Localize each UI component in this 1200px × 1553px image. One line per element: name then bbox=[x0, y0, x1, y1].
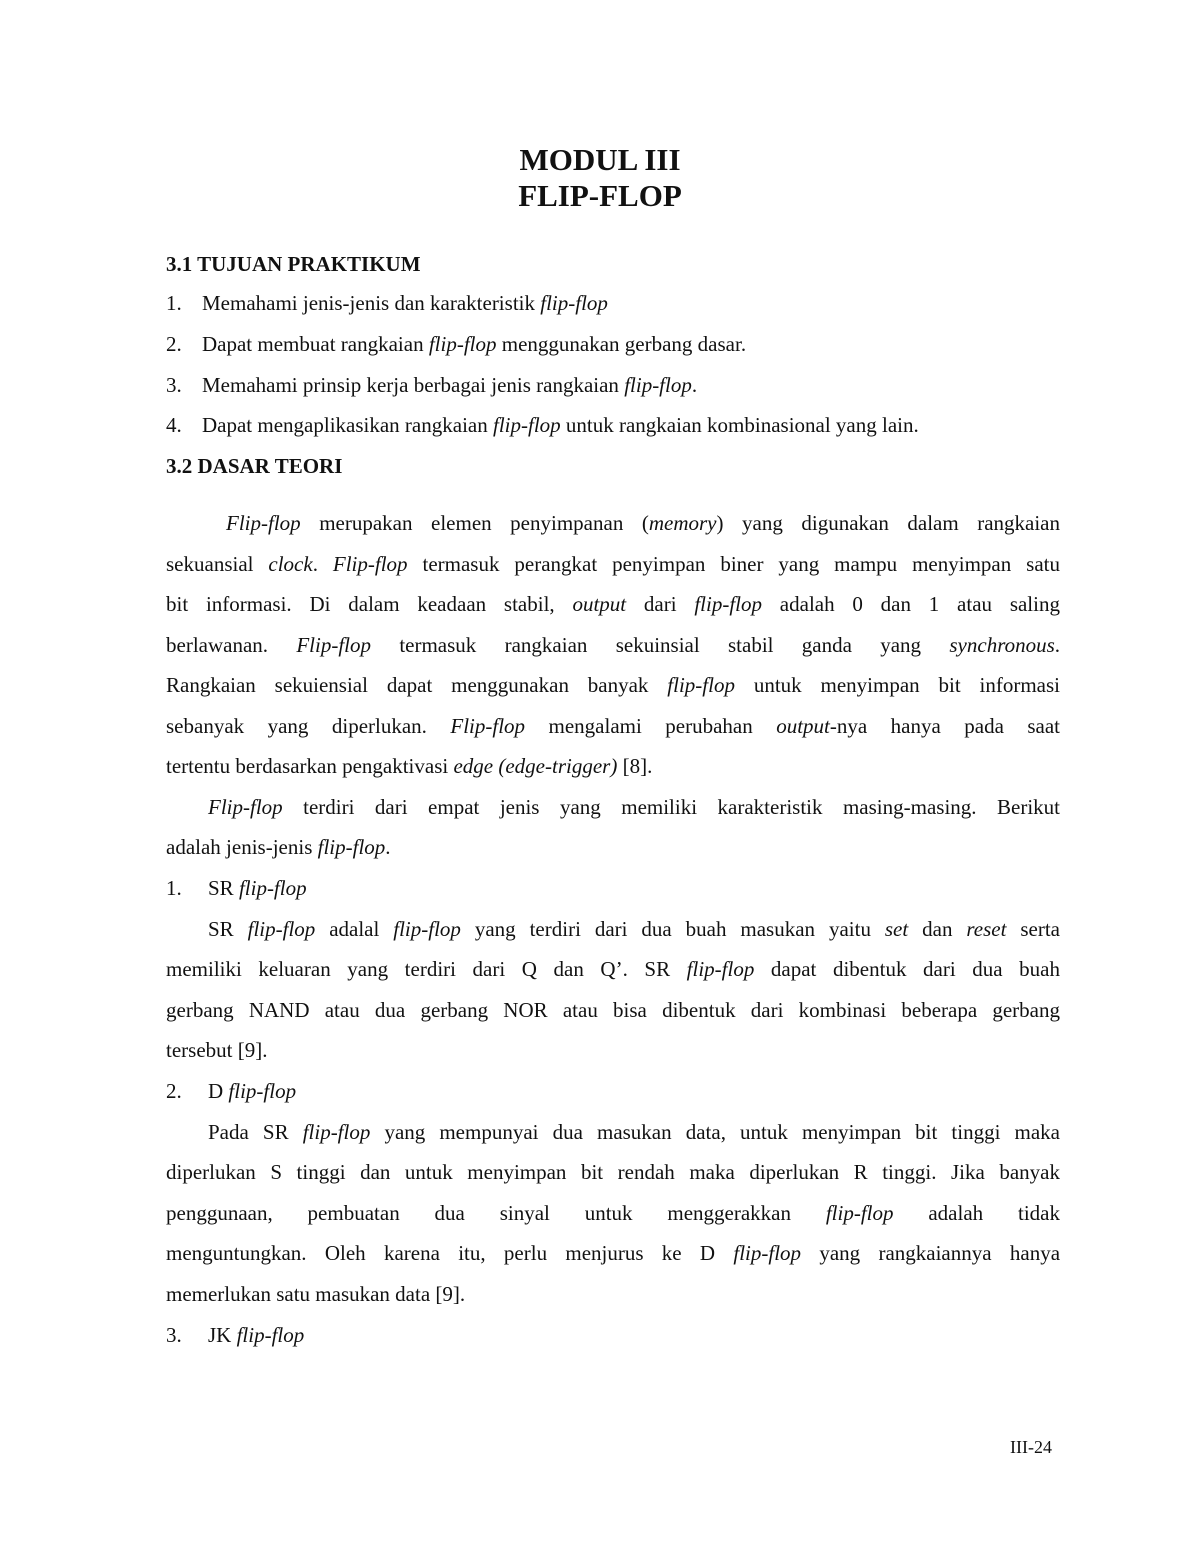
list-item bbox=[166, 412, 1060, 438]
italic-term: flip-flop bbox=[667, 673, 735, 697]
paragraph-line bbox=[166, 1200, 1060, 1226]
section-heading-dasar-teori: 3.2 DASAR TEORI bbox=[166, 454, 343, 478]
text-run: yang terdiri dari dua buah masukan yaitu bbox=[460, 917, 885, 941]
section-heading-tujuan: 3.1 TUJUAN PRAKTIKUM bbox=[166, 252, 421, 276]
text-run: berlawanan. bbox=[166, 633, 297, 657]
text-run: diperlukan S tinggi dan untuk menyimpan bit rendah maka diperlukan R tinggi. Jika banyak bbox=[166, 1160, 1060, 1184]
text-run: dan bbox=[908, 917, 967, 941]
paragraph-line bbox=[166, 956, 1060, 982]
paragraph-line bbox=[208, 916, 1060, 942]
list-text: Memahami jenis-jenis dan karakteristik bbox=[202, 291, 541, 315]
paragraph-line bbox=[166, 1037, 1060, 1063]
list-term: flip-flop bbox=[492, 413, 561, 437]
list-text: Dapat membuat rangkaian bbox=[202, 332, 429, 356]
text-run: tersebut [9]. bbox=[166, 1038, 268, 1062]
paragraph-line bbox=[226, 510, 1060, 536]
text-run: merupakan elemen penyimpanan ( bbox=[300, 511, 649, 535]
list-number: 3. bbox=[166, 373, 182, 397]
list-text-end: . bbox=[691, 373, 698, 397]
paragraph-line bbox=[166, 713, 1060, 739]
text-run: Rangkaian sekuiensial dapat menggunakan banyak bbox=[166, 673, 668, 697]
paragraph-line bbox=[166, 1240, 1060, 1266]
italic-term: clock bbox=[268, 552, 313, 576]
module-title: MODUL III bbox=[519, 142, 681, 177]
page-number: III-24 bbox=[1010, 1437, 1052, 1457]
text-run: untuk menyimpan bit informasi bbox=[734, 673, 1061, 697]
list-number: 3. bbox=[166, 1323, 182, 1347]
italic-term: flip-flop bbox=[694, 592, 763, 616]
list-term: flip-flop bbox=[540, 291, 608, 315]
italic-term: flip-flop bbox=[393, 917, 461, 941]
text-run: SR bbox=[208, 917, 248, 941]
text-run: [8]. bbox=[617, 754, 653, 778]
paragraph-line bbox=[166, 1281, 1060, 1307]
paragraph-line bbox=[166, 632, 1060, 658]
flipflop-type-item bbox=[166, 1078, 1060, 1104]
italic-term: flip-flop bbox=[247, 917, 316, 941]
text-run: . bbox=[1054, 633, 1061, 657]
paragraph-line bbox=[166, 1159, 1060, 1185]
text-run: yang mempunyai dua masukan data, untuk menyimpan bit tinggi maka bbox=[370, 1120, 1060, 1144]
italic-term: output bbox=[572, 592, 627, 616]
italic-term: synchronous bbox=[949, 633, 1055, 657]
list-number: 2. bbox=[166, 332, 182, 356]
text-run: penggunaan, pembuatan dua sinyal untuk menggerakkan bbox=[166, 1201, 826, 1225]
text-run: dapat dibentuk dari dua buah bbox=[754, 957, 1060, 981]
text-run: terdiri dari empat jenis yang memiliki karakteristik masing-masing. Berikut bbox=[282, 795, 1060, 819]
flipflop-type-item bbox=[166, 875, 1060, 901]
paragraph-line bbox=[166, 997, 1060, 1023]
text-run: . bbox=[385, 835, 391, 859]
italic-term: flip-flop bbox=[228, 1079, 297, 1103]
italic-term: flip-flop bbox=[238, 876, 307, 900]
italic-term: flip-flop bbox=[317, 835, 386, 859]
text-run: menguntungkan. Oleh karena itu, perlu menjurus ke D bbox=[166, 1241, 734, 1265]
italic-term: Flip-flop bbox=[226, 511, 301, 535]
italic-term: flip-flop bbox=[825, 1201, 894, 1225]
text-run: D bbox=[208, 1079, 229, 1103]
paragraph-line bbox=[166, 672, 1060, 698]
flipflop-type-item bbox=[166, 1322, 1060, 1348]
italic-term: edge (edge-trigger) bbox=[453, 754, 618, 778]
text-run: yang rangkaiannya hanya bbox=[801, 1241, 1061, 1265]
text-run: dari bbox=[626, 592, 695, 616]
italic-term: output bbox=[776, 714, 830, 738]
paragraph-line bbox=[166, 591, 1060, 617]
text-run: SR bbox=[208, 876, 239, 900]
paragraph-line bbox=[208, 1119, 1060, 1145]
text-run: adalah 0 dan 1 atau saling bbox=[762, 592, 1060, 616]
paragraph-line bbox=[208, 794, 1060, 820]
italic-term: flip-flop bbox=[733, 1241, 802, 1265]
text-run: ) yang digunakan dalam rangkaian bbox=[716, 511, 1061, 535]
text-run: JK bbox=[208, 1323, 237, 1347]
list-text-end: menggunakan gerbang dasar. bbox=[496, 332, 747, 356]
italic-term: set bbox=[884, 917, 909, 941]
list-number: 4. bbox=[166, 413, 182, 437]
text-run: termasuk perangkat penyimpan biner yang mampu menyimpan satu bbox=[407, 552, 1060, 576]
list-item bbox=[166, 331, 1060, 357]
italic-term: flip-flop bbox=[302, 1120, 371, 1144]
list-number: 1. bbox=[166, 291, 182, 315]
text-run: adalah jenis-jenis bbox=[166, 835, 318, 859]
italic-term: Flip-flop bbox=[296, 633, 372, 657]
text-run: sekuansial bbox=[166, 552, 269, 576]
module-subtitle: FLIP-FLOP bbox=[518, 178, 682, 213]
text-run: tertentu berdasarkan pengaktivasi bbox=[166, 754, 454, 778]
text-run: Pada SR bbox=[208, 1120, 303, 1144]
list-item bbox=[166, 372, 1060, 398]
text-run: sebanyak yang diperlukan. bbox=[166, 714, 451, 738]
italic-term: flip-flop bbox=[236, 1323, 305, 1347]
text-run: memiliki keluaran yang terdiri dari Q dan Q’. SR bbox=[166, 957, 687, 981]
italic-term: memory bbox=[648, 511, 717, 535]
list-number: 1. bbox=[166, 876, 182, 900]
text-run: serta bbox=[1006, 917, 1060, 941]
italic-term: Flip-flop bbox=[450, 714, 526, 738]
list-number: 2. bbox=[166, 1079, 182, 1103]
list-text-end: untuk rangkaian kombinasional yang lain. bbox=[560, 413, 919, 437]
paragraph-line bbox=[166, 551, 1060, 577]
text-run: termasuk rangkaian sekuinsial stabil ganda yang bbox=[371, 633, 950, 657]
text-run: adalah tidak bbox=[893, 1201, 1060, 1225]
text-run: -nya hanya pada saat bbox=[829, 714, 1060, 738]
text-run: mengalami perubahan bbox=[525, 714, 777, 738]
text-run: memerlukan satu masukan data [9]. bbox=[166, 1282, 466, 1306]
list-term: flip-flop bbox=[624, 373, 692, 397]
list-item bbox=[166, 290, 1060, 316]
text-run: bit informasi. Di dalam keadaan stabil, bbox=[166, 592, 573, 616]
paragraph-line bbox=[166, 834, 1060, 860]
italic-term: Flip-flop bbox=[332, 552, 408, 576]
text-run: gerbang NAND atau dua gerbang NOR atau bisa dibentuk dari kombinasi beberapa gerbang bbox=[166, 998, 1060, 1022]
paragraph-line bbox=[166, 753, 1060, 779]
list-text: Dapat mengaplikasikan rangkaian bbox=[202, 413, 493, 437]
text-run: . bbox=[312, 552, 333, 576]
italic-term: reset bbox=[966, 917, 1007, 941]
list-text: Memahami prinsip kerja berbagai jenis rangkaian bbox=[202, 373, 625, 397]
italic-term: flip-flop bbox=[686, 957, 755, 981]
italic-term: Flip-flop bbox=[208, 795, 283, 819]
list-term: flip-flop bbox=[428, 332, 497, 356]
text-run: adalal bbox=[315, 917, 394, 941]
